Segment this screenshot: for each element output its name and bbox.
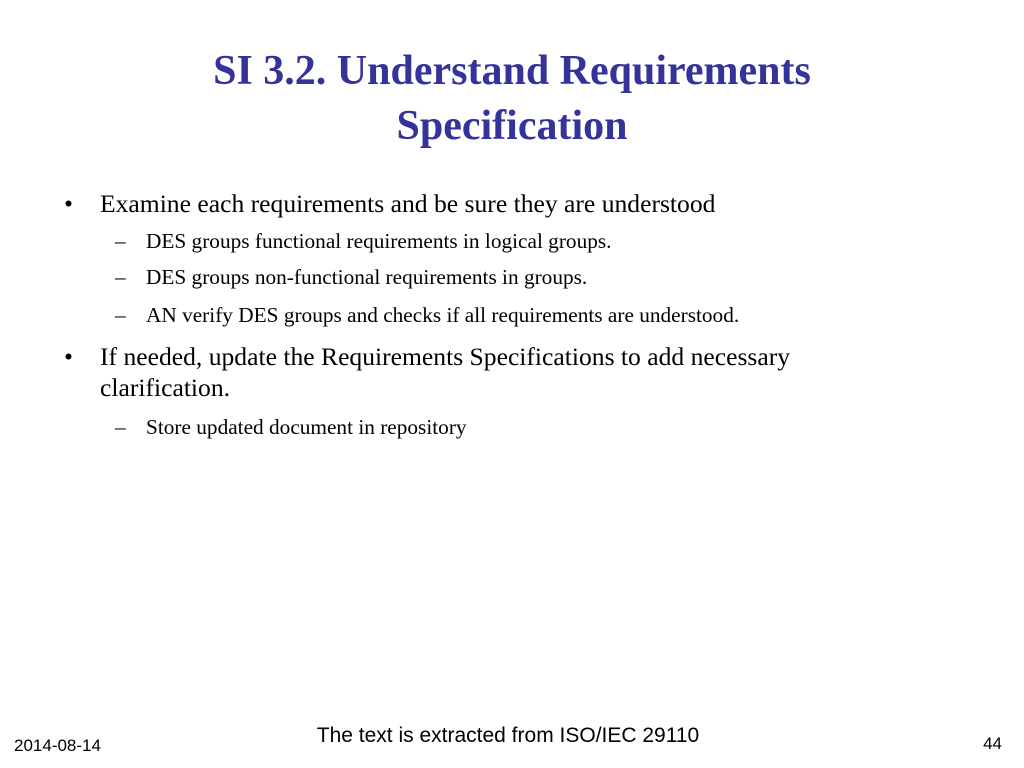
bullet-marker: • [64,189,73,218]
sub-bullet-text: AN verify DES groups and checks if all requirements are understood. [146,303,740,327]
bullet-marker: • [64,342,73,371]
slide-title [0,44,1024,154]
sub-bullet-marker: – [115,229,126,253]
bullet-text: Examine each requirements and be sure they are understood [100,189,716,218]
sub-bullet-text: DES groups non-functional requirements in groups. [146,265,588,289]
slide-title-line: Specification [396,103,628,149]
page-number: 44 [983,734,1002,753]
sub-bullet-marker: – [115,415,126,439]
sub-bullet-marker: – [115,265,126,289]
footer-date: 2014-08-14 [14,736,101,755]
slide-title-line: SI 3.2. Understand Requirements [213,48,811,94]
sub-bullet-marker: – [115,303,126,327]
footer-source-note: The text is extracted from ISO/IEC 29110 [316,724,700,747]
sub-bullet-text: Store updated document in repository [146,415,467,439]
bullet-text: If needed, update the Requirements Specifications to add necessary clarification. [100,342,791,402]
sub-bullet-text: DES groups functional requirements in logical groups. [146,229,612,253]
